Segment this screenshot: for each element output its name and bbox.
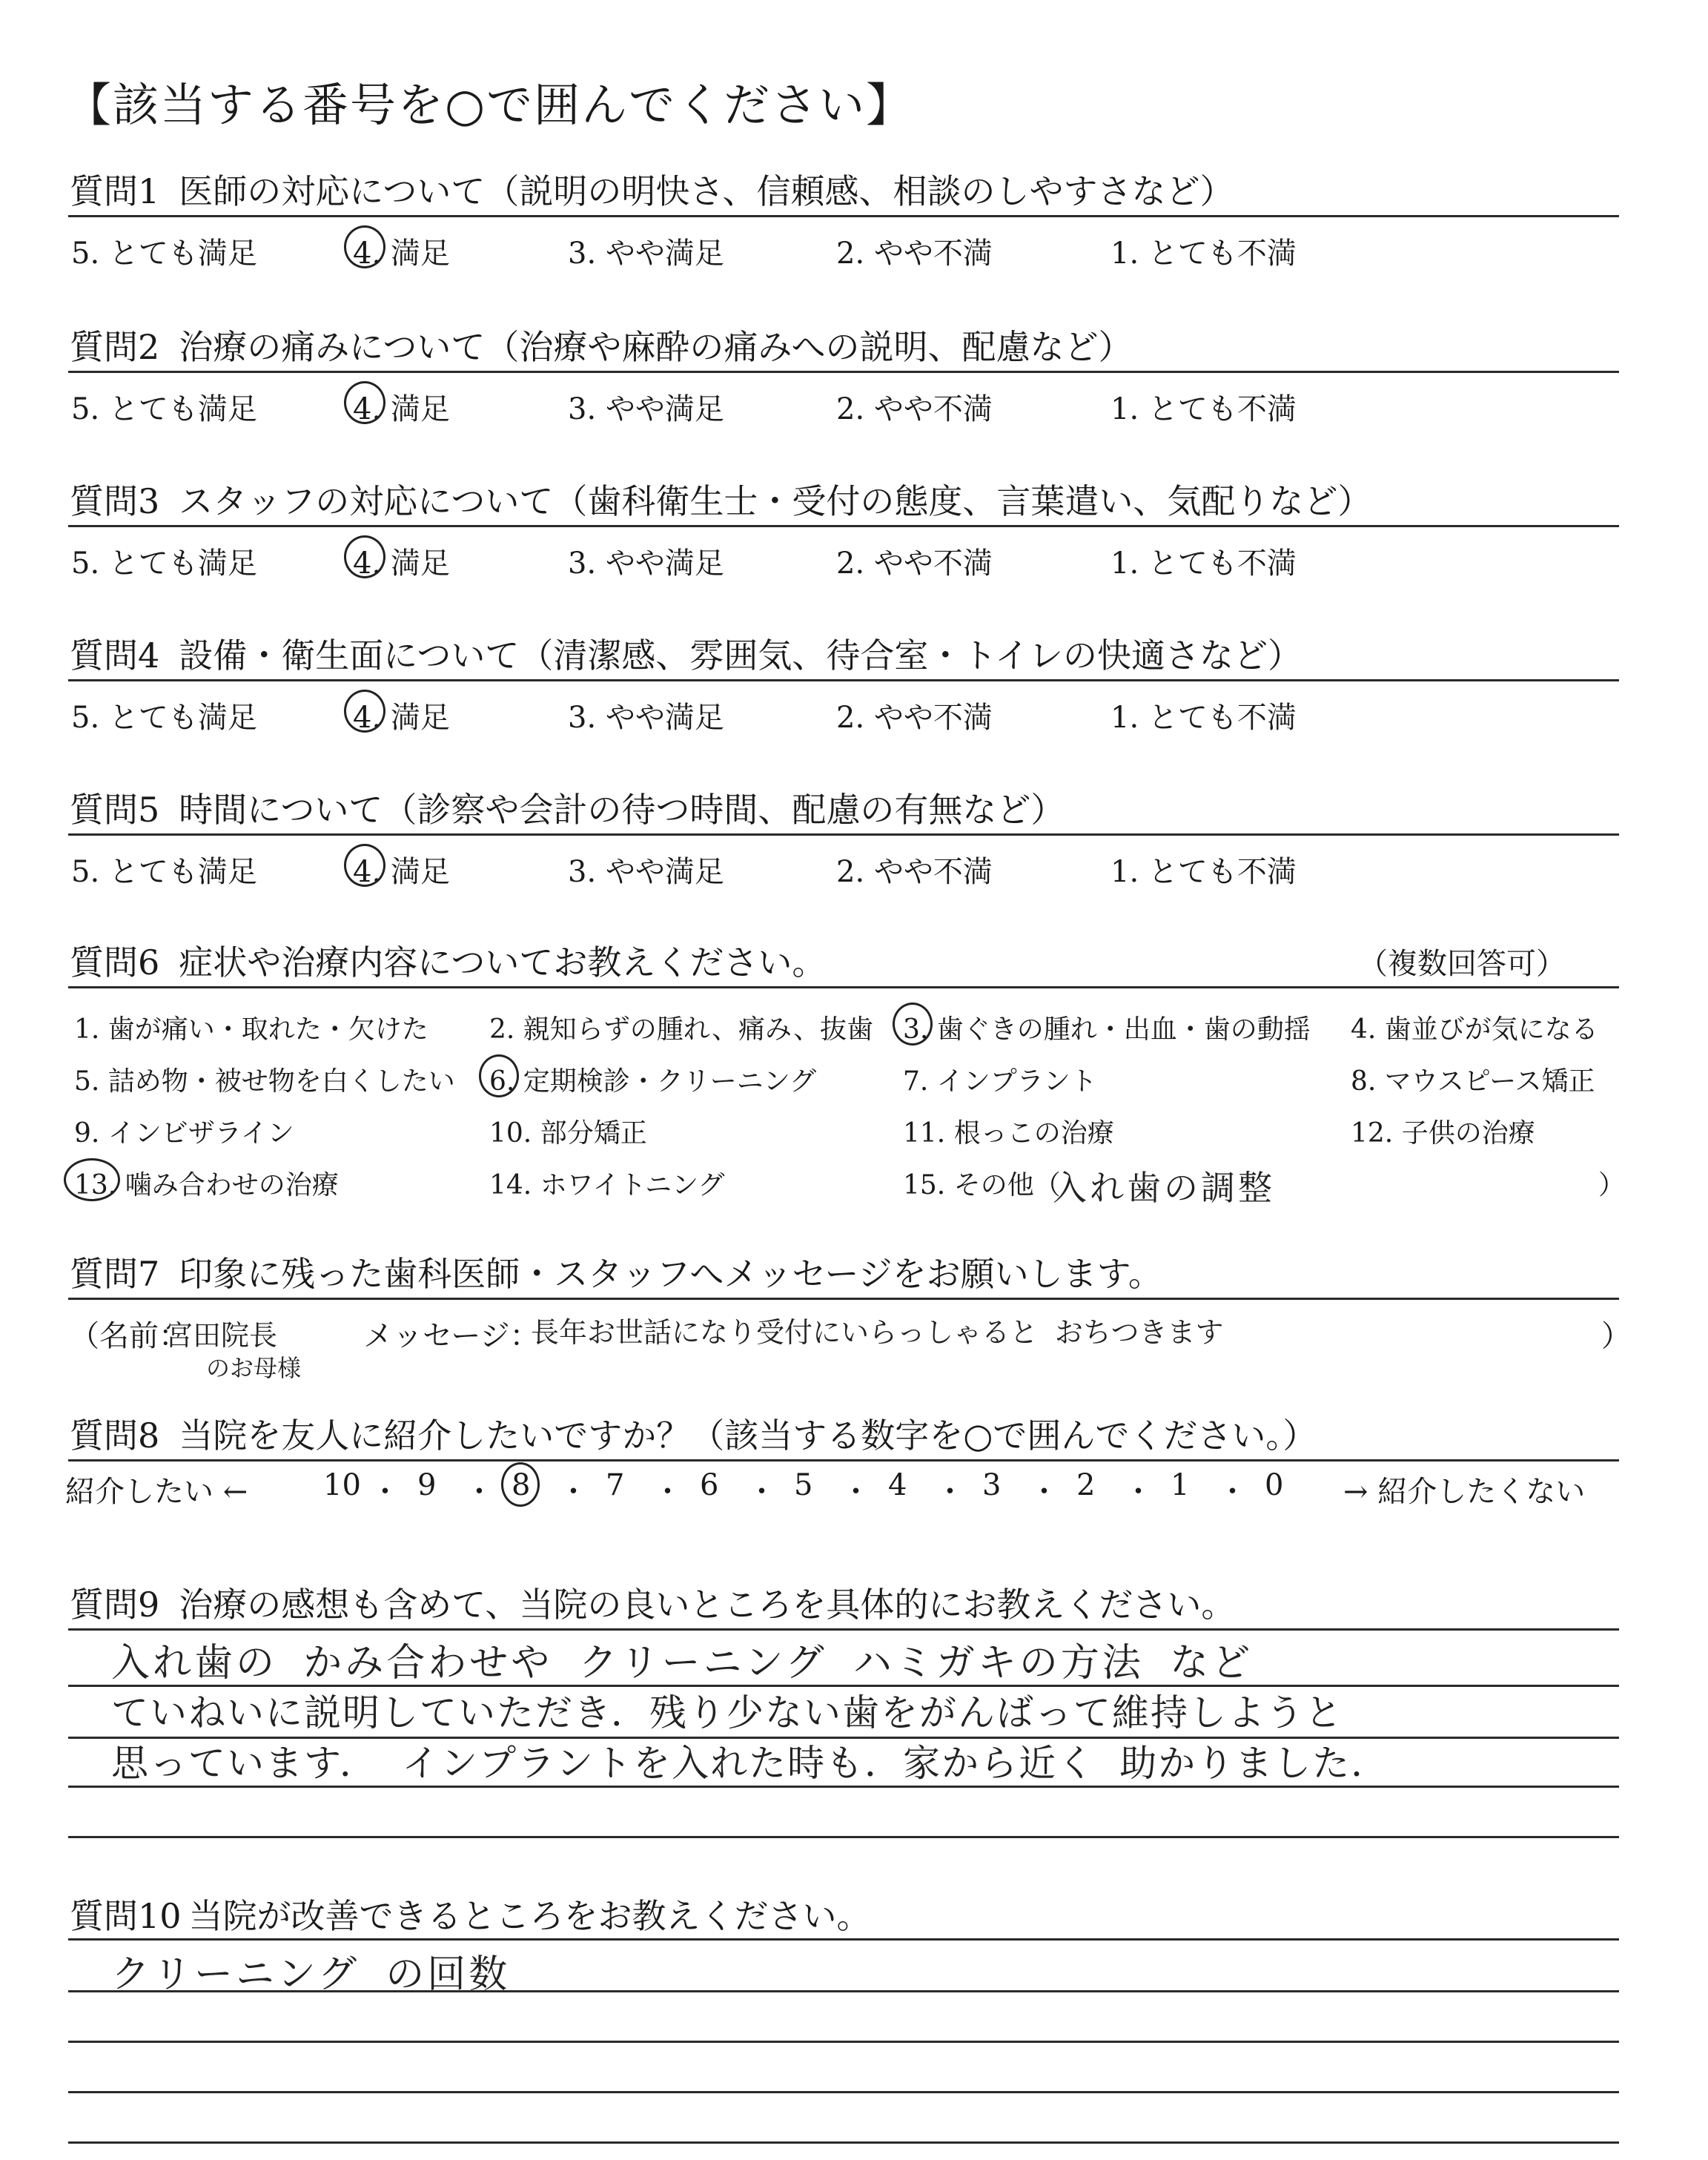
scale-value[interactable]: 3 bbox=[982, 1468, 1002, 1502]
scale-value[interactable]: 5 bbox=[794, 1468, 813, 1502]
selection-circle bbox=[893, 1003, 933, 1046]
question-rule bbox=[68, 525, 1619, 527]
rating-option[interactable]: 5. とても満足 bbox=[71, 546, 257, 581]
question-text: 当院が改善できるところをお教えください。 bbox=[188, 1896, 871, 1936]
symptom-option[interactable]: 14. ホワイトニング bbox=[489, 1170, 725, 1200]
question-rule bbox=[68, 679, 1619, 681]
question-number: 質問1 bbox=[70, 171, 160, 211]
question-text: 設備・衛生面について（清潔感、雰囲気、待合室・トイレの快適さなど） bbox=[179, 635, 1302, 676]
selection-circle bbox=[344, 225, 385, 268]
scale-value[interactable]: 8 bbox=[512, 1468, 531, 1502]
question-number: 質問4 bbox=[70, 635, 160, 676]
selection-circle bbox=[344, 844, 385, 887]
rating-options bbox=[71, 386, 1621, 430]
question-2-title bbox=[70, 320, 1132, 369]
question-rule bbox=[68, 986, 1619, 988]
rating-options bbox=[71, 230, 1621, 274]
symptom-option[interactable]: 6. 定期検診・クリーニング bbox=[489, 1066, 817, 1097]
q9-answer-line-2: ていねいに説明していただき．残り少ない歯をがんばって維持しようと bbox=[111, 1691, 1343, 1734]
message-handwritten: 長年お世話になり受付にいらっしゃると おちつきます bbox=[531, 1316, 1224, 1349]
rating-option[interactable]: 2. やや不満 bbox=[836, 701, 993, 735]
rating-option[interactable]: 4. 満足 bbox=[353, 855, 450, 889]
scale-value[interactable]: 2 bbox=[1076, 1468, 1096, 1502]
question-number: 質問5 bbox=[70, 790, 160, 830]
scale-value[interactable]: 4 bbox=[888, 1468, 907, 1502]
question-7-title bbox=[70, 1247, 1162, 1296]
message-label: メッセージ： bbox=[363, 1319, 540, 1353]
scale-separator: ・ bbox=[558, 1475, 589, 1509]
question-text: 症状や治療内容についてお教えください。 bbox=[179, 942, 827, 982]
other-close-paren: ） bbox=[1598, 1170, 1626, 1200]
rating-option[interactable]: 5. とても満足 bbox=[71, 701, 257, 735]
question-10-title bbox=[70, 1889, 871, 1938]
question-number: 質問9 bbox=[70, 1585, 160, 1625]
other-handwritten: 入れ歯の調整 bbox=[1053, 1168, 1275, 1208]
rating-option[interactable]: 3. やや満足 bbox=[568, 392, 724, 426]
question-number: 質問6 bbox=[70, 942, 160, 982]
question-number: 質問2 bbox=[70, 327, 160, 367]
rating-option[interactable]: 4. 満足 bbox=[353, 546, 450, 581]
selection-circle bbox=[479, 1054, 519, 1097]
answer-line bbox=[68, 1628, 1619, 1631]
question-text: 治療の感想も含めて、当院の良いところを具体的にお教えください。 bbox=[179, 1585, 1236, 1625]
rating-option[interactable]: 4. 満足 bbox=[353, 392, 450, 426]
scale-separator: ・ bbox=[1029, 1475, 1059, 1509]
scale-separator: ・ bbox=[370, 1475, 400, 1509]
scale-separator: ・ bbox=[841, 1475, 871, 1509]
name-label: （名前： bbox=[70, 1319, 188, 1353]
symptom-option[interactable]: 8. マウスピース矯正 bbox=[1351, 1066, 1595, 1097]
scale-right-label: → 紹介したくない bbox=[1343, 1475, 1586, 1509]
question-text: 治療の痛みについて（治療や麻酔の痛みへの説明、配慮など） bbox=[179, 327, 1133, 367]
q9-answer-line-3: 思っています． インプラントを入れた時も．家から近く 助かりました． bbox=[111, 1742, 1390, 1785]
question-number: 質問8 bbox=[70, 1416, 160, 1456]
symptom-option[interactable]: 9. インビザライン bbox=[74, 1118, 294, 1149]
question-rule bbox=[68, 833, 1619, 836]
rating-option[interactable]: 1. とても不満 bbox=[1110, 392, 1297, 426]
rating-option[interactable]: 2. やや不満 bbox=[836, 237, 993, 271]
scale-value[interactable]: 10 bbox=[323, 1468, 361, 1502]
question-text: 当院を友人に紹介したいですか？（該当する数字を○で囲んでください。） bbox=[179, 1416, 1317, 1456]
rating-option[interactable]: 3. やや満足 bbox=[568, 546, 724, 581]
selection-circle bbox=[344, 690, 385, 733]
rating-option[interactable]: 5. とても満足 bbox=[71, 855, 257, 889]
question-3-title bbox=[70, 475, 1371, 524]
answer-line bbox=[68, 1938, 1619, 1941]
symptom-option[interactable]: 11. 根っこの治療 bbox=[903, 1118, 1114, 1149]
rating-option[interactable]: 1. とても不満 bbox=[1110, 855, 1297, 889]
scale-separator: ・ bbox=[935, 1475, 965, 1509]
question-number: 質問10 bbox=[70, 1896, 182, 1936]
rating-option[interactable]: 5. とても満足 bbox=[71, 237, 257, 271]
multiple-answer-note: （複数回答可） bbox=[1358, 947, 1566, 981]
question-8-title bbox=[70, 1409, 1317, 1458]
rating-options bbox=[71, 694, 1621, 739]
scale-separator: ・ bbox=[747, 1475, 777, 1509]
selection-circle bbox=[344, 535, 385, 578]
question-9-title bbox=[70, 1578, 1235, 1627]
scale-value[interactable]: 1 bbox=[1171, 1468, 1190, 1502]
selection-circle bbox=[344, 381, 385, 424]
rating-option[interactable]: 1. とても不満 bbox=[1110, 701, 1297, 735]
symptom-option[interactable]: 15. その他（ bbox=[903, 1170, 1061, 1200]
form-header: 【該当する番号を○で囲んでください】 bbox=[65, 78, 914, 132]
name-handwritten: 宮田院長 bbox=[165, 1319, 278, 1352]
rating-options bbox=[71, 848, 1621, 893]
question-rule bbox=[68, 215, 1619, 217]
symptom-option[interactable]: 10. 部分矯正 bbox=[489, 1118, 647, 1149]
answer-line bbox=[68, 2091, 1619, 2093]
rating-option[interactable]: 2. やや不満 bbox=[836, 855, 993, 889]
question-text: 印象に残った歯科医師・スタッフへメッセージをお願いします。 bbox=[179, 1254, 1162, 1294]
selection-circle bbox=[64, 1158, 120, 1201]
symptom-option[interactable]: 13. 噛み合わせの治療 bbox=[74, 1170, 339, 1200]
symptom-option[interactable]: 12. 子供の治療 bbox=[1351, 1118, 1535, 1149]
q10-answer-line-1: クリーニング の回数 bbox=[111, 1952, 511, 1997]
rating-options bbox=[71, 540, 1621, 584]
question-text: 時間について（診察や会計の待つ時間、配慮の有無など） bbox=[179, 790, 1065, 830]
question-text: 医師の対応について（説明の明快さ、信頼感、相談のしやすさなど） bbox=[179, 171, 1234, 211]
scale-value[interactable]: 9 bbox=[417, 1468, 437, 1502]
scale-separator: ・ bbox=[652, 1475, 683, 1509]
question-rule bbox=[68, 371, 1619, 373]
rating-option[interactable]: 3. やや満足 bbox=[568, 237, 724, 271]
question-text: スタッフの対応について（歯科衛生士・受付の態度、言葉遣い、気配りなど） bbox=[179, 481, 1372, 521]
scale-separator: ・ bbox=[464, 1475, 494, 1509]
rating-option[interactable]: 4. 満足 bbox=[353, 701, 450, 735]
symptom-option[interactable]: 7. インプラント bbox=[903, 1066, 1097, 1097]
question-rule bbox=[68, 1298, 1619, 1300]
rating-option[interactable]: 1. とても不満 bbox=[1110, 237, 1297, 271]
selection-circle bbox=[501, 1462, 540, 1507]
name-handwritten-line2: のお母様 bbox=[206, 1354, 302, 1382]
question-number: 質問3 bbox=[70, 481, 160, 521]
question-4-title bbox=[70, 629, 1302, 678]
symptom-option[interactable]: 3. 歯ぐきの腫れ・出血・歯の動揺 bbox=[903, 1014, 1311, 1045]
symptom-option[interactable]: 4. 歯並びが気になる bbox=[1351, 1014, 1598, 1045]
answer-line bbox=[68, 2141, 1619, 2144]
scale-separator: ・ bbox=[1123, 1475, 1153, 1509]
rating-option[interactable]: 3. やや満足 bbox=[568, 701, 724, 735]
scale-value[interactable]: 6 bbox=[700, 1468, 719, 1502]
symptom-option[interactable]: 1. 歯が痛い・取れた・欠けた bbox=[74, 1014, 428, 1045]
question-5-title bbox=[70, 783, 1065, 832]
scale-left-label: 紹介したい ← bbox=[65, 1475, 248, 1509]
rating-option[interactable]: 3. やや満足 bbox=[568, 855, 724, 889]
scale-value[interactable]: 0 bbox=[1265, 1468, 1284, 1502]
rating-option[interactable]: 2. やや不満 bbox=[836, 546, 993, 581]
answer-line bbox=[68, 1836, 1619, 1838]
question-number: 質問7 bbox=[70, 1254, 160, 1294]
question-6-title bbox=[70, 936, 826, 985]
rating-option[interactable]: 1. とても不満 bbox=[1110, 546, 1297, 581]
scale-value[interactable]: 7 bbox=[606, 1468, 625, 1502]
answer-line bbox=[68, 2041, 1619, 2043]
symptom-option[interactable]: 5. 詰め物・被せ物を白くしたい bbox=[74, 1066, 455, 1097]
rating-option[interactable]: 2. やや不満 bbox=[836, 392, 993, 426]
scale-separator: ・ bbox=[1217, 1475, 1248, 1509]
rating-option[interactable]: 4. 満足 bbox=[353, 237, 450, 271]
question-rule bbox=[68, 1459, 1619, 1462]
q9-answer-line-1: 入れ歯の かみ合わせや クリーニング ハミガキの方法 など bbox=[111, 1641, 1254, 1685]
close-paren: ） bbox=[1601, 1319, 1631, 1353]
question-1-title bbox=[70, 165, 1234, 214]
rating-option[interactable]: 5. とても満足 bbox=[71, 392, 257, 426]
symptom-option[interactable]: 2. 親知らずの腫れ、痛み、抜歯 bbox=[489, 1014, 874, 1045]
